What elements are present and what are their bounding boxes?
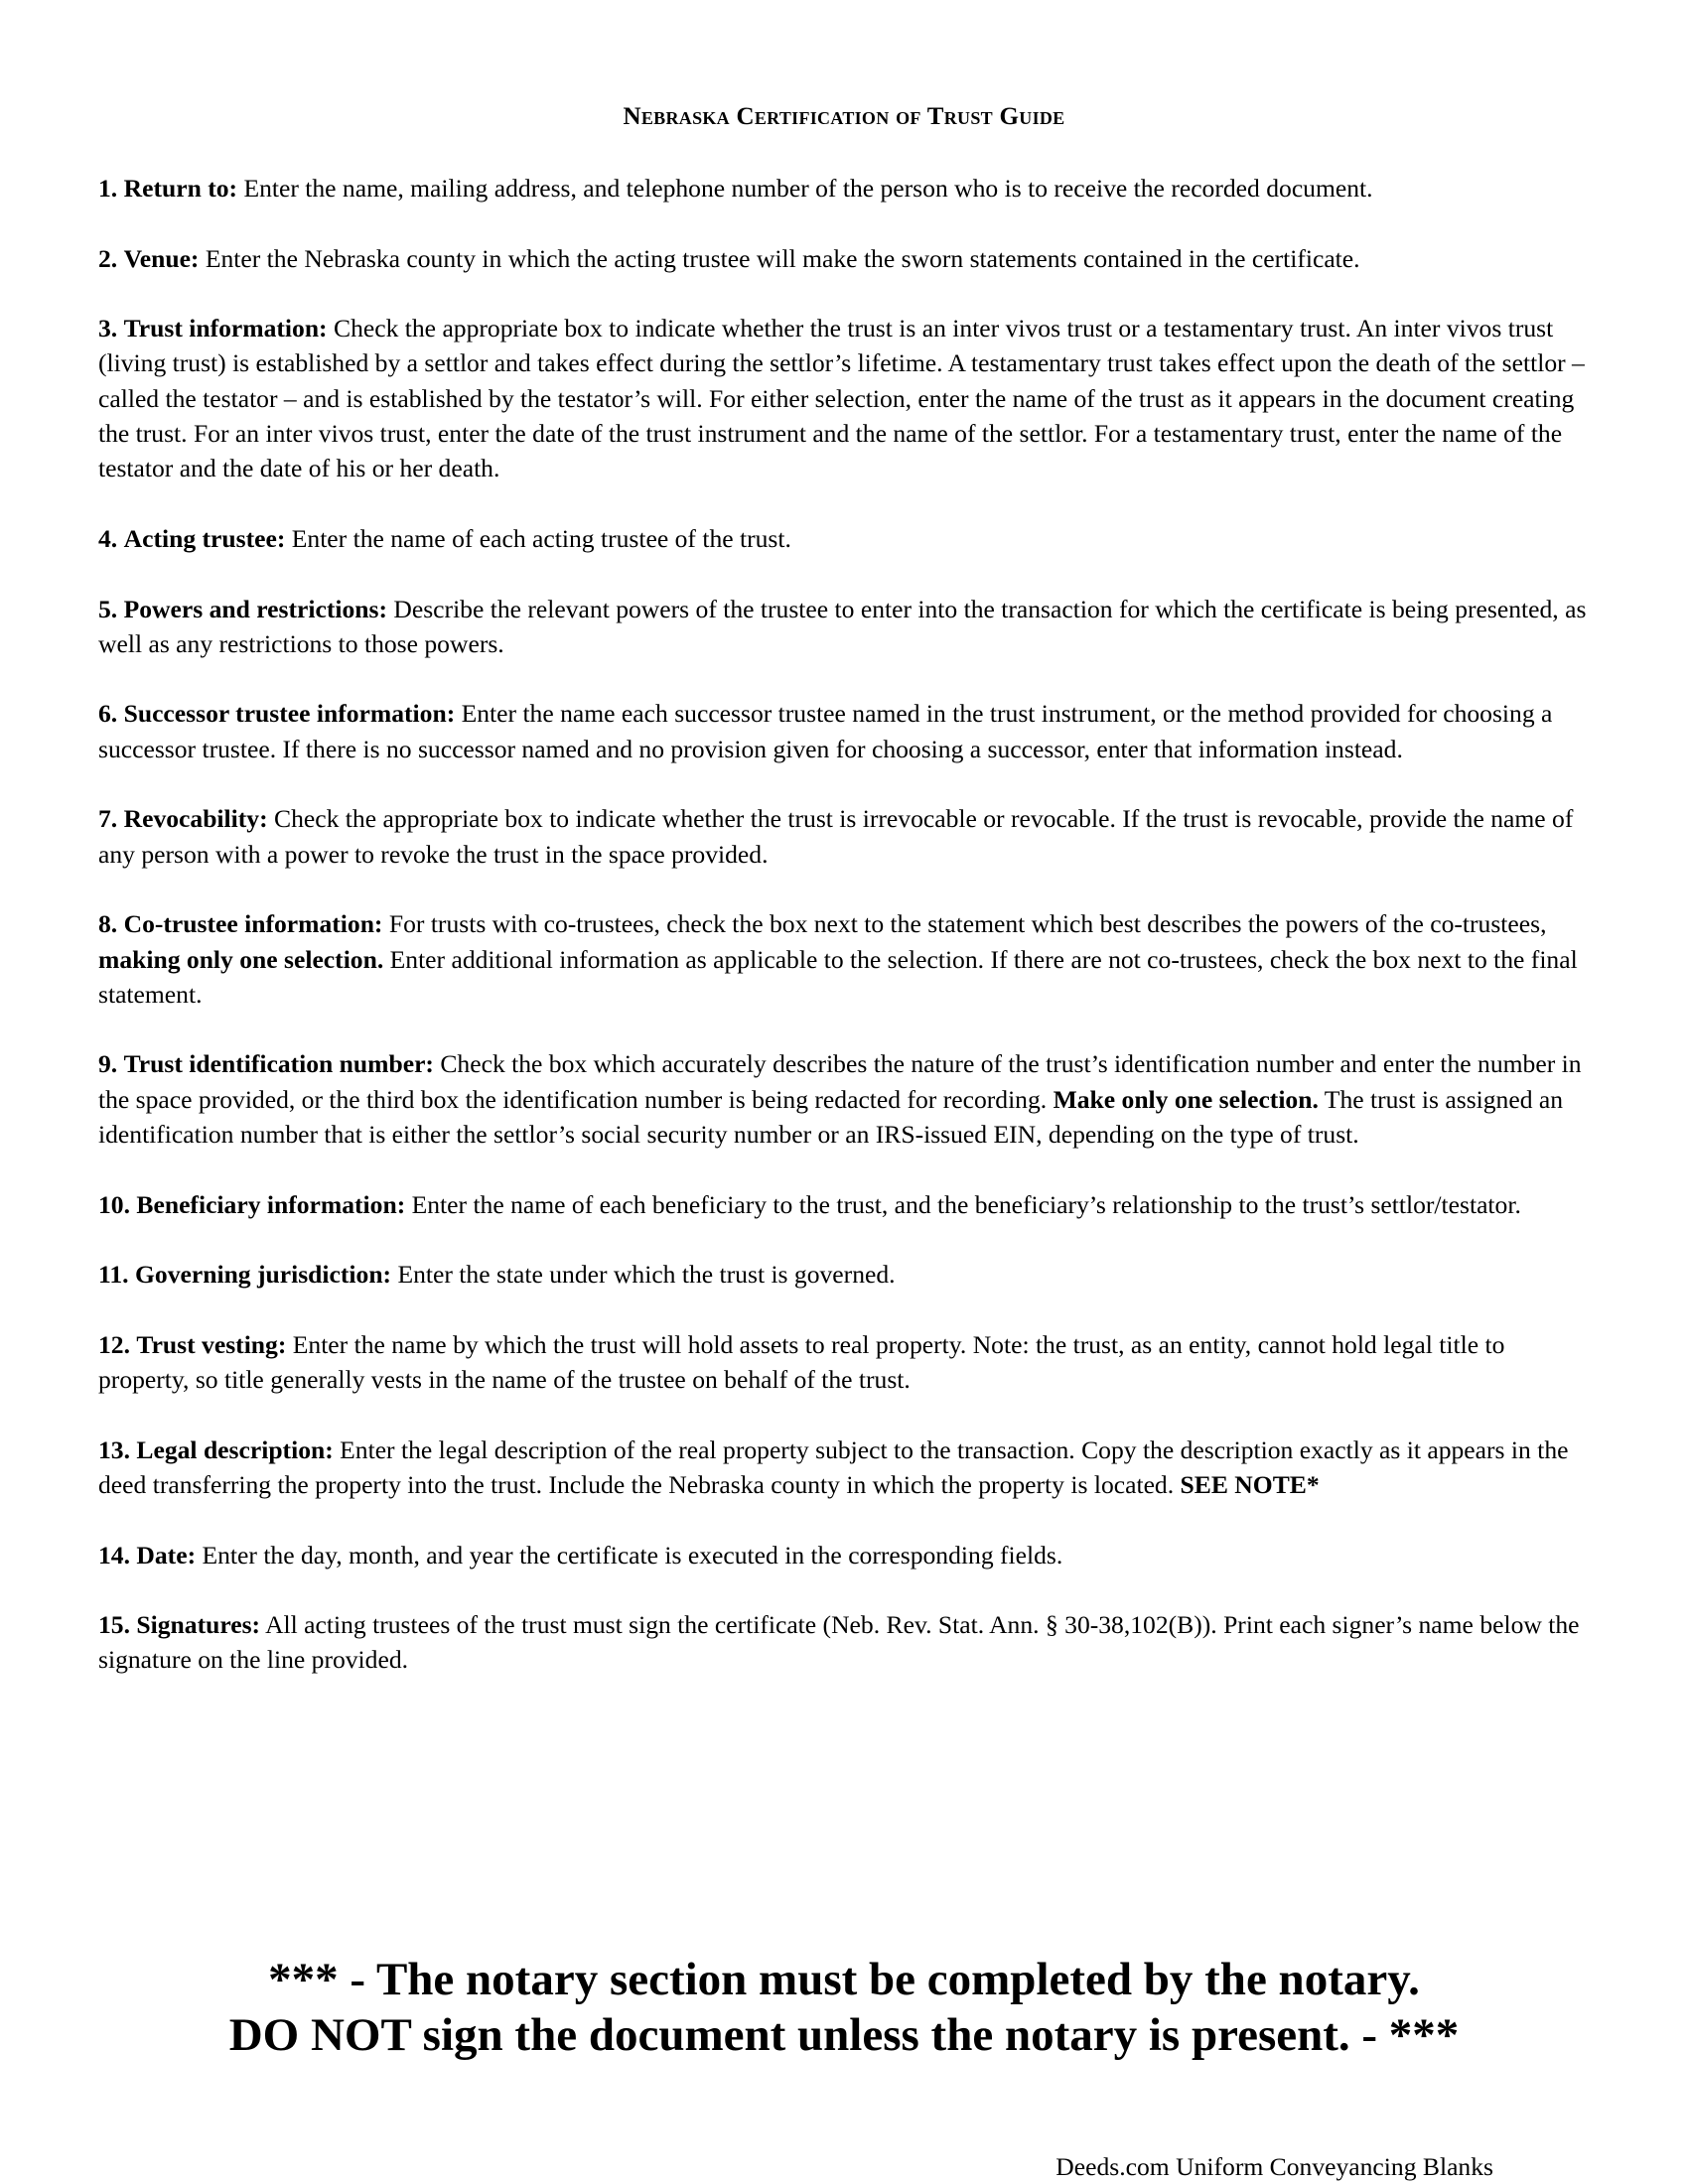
item-number: 4. bbox=[98, 523, 118, 553]
instruction-list bbox=[98, 171, 1593, 1712]
item-number: 7. bbox=[98, 804, 118, 834]
item-label: Revocability: bbox=[123, 804, 268, 834]
item-number: 15. bbox=[98, 1610, 130, 1640]
instruction-item bbox=[98, 521, 1593, 556]
item-text: Enter the Nebraska county in which the acting trustee will make the sworn statements contained in the certificate. bbox=[199, 243, 1360, 273]
item-number: 12. bbox=[98, 1329, 130, 1359]
item-text: Enter the name, mailing address, and telephone number of the person who is to receive the recorded document. bbox=[237, 174, 1373, 203]
item-text: Check the appropriate box to indicate whether the trust is an inter vivos trust or a testamentary trust. An inter vivos trust (living trust) is established by a settlor and takes effect during the settlor’s lifetime. A testamentary trust takes effect upon the death of the settlor – called the testator – and is established by the testator’s will. For either selection, enter the name of the trust as it appears in the document creating the trust. For an inter vivos trust, enter the date of the trust instrument and the name of the settlor. For a testamentary trust, enter the name of the testator and the date of his or her death. bbox=[98, 314, 1585, 483]
item-label: Powers and restrictions: bbox=[123, 594, 387, 623]
item-label: Signatures: bbox=[136, 1610, 261, 1640]
item-text-after: Enter additional information as applicable to the selection. If there are not co-trustees, check the box next to the final statement. bbox=[98, 944, 1578, 1009]
item-label: Beneficiary information: bbox=[136, 1189, 406, 1219]
item-text: Enter the name of each beneficiary to the trust, and the beneficiary’s relationship to the trust’s settlor/testator. bbox=[405, 1189, 1521, 1219]
instruction-item bbox=[98, 1257, 1593, 1292]
item-text-after: The trust is assigned an identification number that is either the settlor’s social security number or an IRS-issued EIN, depending on the type of trust. bbox=[98, 1084, 1564, 1150]
item-label: Successor trustee information: bbox=[123, 699, 456, 729]
instruction-item bbox=[98, 696, 1593, 766]
item-number: 9. bbox=[98, 1049, 118, 1079]
notary-notice-line-2: DO NOT sign the document unless the notary is present. - *** bbox=[228, 2009, 1460, 2061]
item-label: Trust information: bbox=[123, 314, 328, 343]
item-text: Check the box which accurately describes the nature of the trust’s identification number and enter the number in the space provided, or the third box the identification number is being redacted for recording. bbox=[98, 1049, 1582, 1114]
notary-notice-line-1: *** - The notary section must be completed by the notary. bbox=[268, 1954, 1420, 2005]
item-label: Trust vesting: bbox=[136, 1329, 287, 1359]
instruction-item bbox=[98, 241, 1593, 276]
instruction-item bbox=[98, 1433, 1593, 1503]
item-number: 13. bbox=[98, 1434, 130, 1464]
item-number: 11. bbox=[98, 1260, 129, 1290]
instruction-item bbox=[98, 1327, 1593, 1398]
item-text: All acting trustees of the trust must sign the certificate (Neb. Rev. Stat. Ann. § 30-38,102(B)). Print each signer’s name below the signature on the line provided. bbox=[98, 1610, 1580, 1675]
item-text: Enter the legal description of the real property subject to the transaction. Copy the description exactly as it appears in the deed transferring the property into the trust. Include the Nebraska county in which the property is located. bbox=[98, 1434, 1569, 1499]
item-number: 8. bbox=[98, 909, 118, 939]
item-number: 10. bbox=[98, 1189, 130, 1219]
item-label: Return to: bbox=[123, 174, 238, 203]
footer-credit: Deeds.com Uniform Conveyancing Blanks bbox=[1055, 2152, 1493, 2181]
item-number: 2. bbox=[98, 243, 118, 273]
item-emphasis: making only one selection. bbox=[98, 944, 384, 974]
item-label: Venue: bbox=[123, 243, 200, 273]
item-label: Co-trustee information: bbox=[123, 909, 383, 939]
item-text: Describe the relevant powers of the trustee to enter into the transaction for which the certificate is being presented, as well as any restrictions to those powers. bbox=[98, 594, 1587, 658]
item-text: Enter the state under which the trust is governed. bbox=[391, 1260, 896, 1290]
item-emphasis: SEE NOTE* bbox=[1180, 1469, 1320, 1499]
instruction-item bbox=[98, 1046, 1593, 1152]
item-text: Enter the day, month, and year the certificate is executed in the corresponding fields. bbox=[196, 1540, 1063, 1570]
instruction-item bbox=[98, 906, 1593, 1012]
item-label: Legal description: bbox=[136, 1434, 334, 1464]
instruction-item bbox=[98, 311, 1593, 485]
item-number: 1. bbox=[98, 174, 118, 203]
instruction-item bbox=[98, 1187, 1593, 1222]
item-number: 5. bbox=[98, 594, 118, 623]
item-label: Date: bbox=[136, 1540, 197, 1570]
item-number: 3. bbox=[98, 314, 118, 343]
item-number: 6. bbox=[98, 699, 118, 729]
item-text: Enter the name each successor trustee named in the trust instrument, or the method provided for choosing a successor trustee. If there is no successor named and no provision given for choosing a successor, enter that information instead. bbox=[98, 699, 1553, 763]
item-text: For trusts with co-trustees, check the box next to the statement which best describes the powers of the co-trustees, bbox=[382, 909, 1547, 939]
instruction-item bbox=[98, 1607, 1593, 1678]
item-text: Check the appropriate box to indicate whether the trust is irrevocable or revocable. If the trust is revocable, provide the name of any person with a power to revoke the trust in the space provided. bbox=[98, 804, 1574, 869]
instruction-item bbox=[98, 1538, 1593, 1572]
item-emphasis: Make only one selection. bbox=[1053, 1084, 1319, 1114]
instruction-item bbox=[98, 592, 1593, 662]
item-label: Governing jurisdiction: bbox=[135, 1260, 392, 1290]
item-label: Acting trustee: bbox=[123, 523, 286, 553]
instruction-item bbox=[98, 171, 1593, 205]
item-text: Enter the name of each acting trustee of the trust. bbox=[285, 523, 791, 553]
document-title: Nebraska Certification of Trust Guide bbox=[623, 103, 1065, 130]
instruction-item bbox=[98, 801, 1593, 872]
item-text: Enter the name by which the trust will hold assets to real property. Note: the trust, as an entity, cannot hold legal title to property, so title generally vests in the name of the trustee on behalf of the trust. bbox=[98, 1329, 1505, 1395]
notary-notice bbox=[0, 1952, 1688, 2063]
item-number: 14. bbox=[98, 1540, 130, 1570]
item-label: Trust identification number: bbox=[123, 1049, 434, 1079]
